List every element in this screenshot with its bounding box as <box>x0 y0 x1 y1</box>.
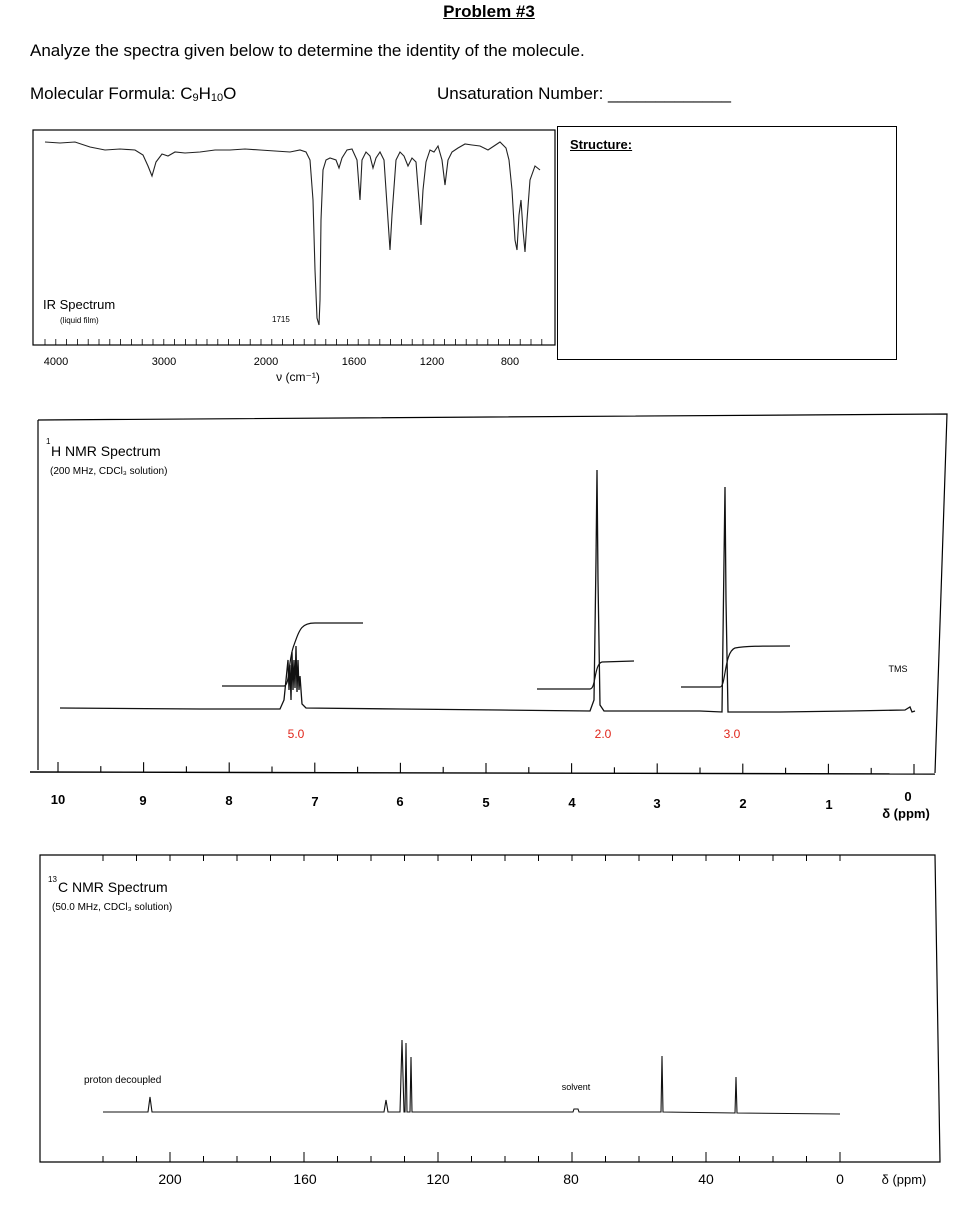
h-nmr-tick-label: 5 <box>482 795 490 810</box>
ir-subtitle: (liquid film) <box>60 316 99 325</box>
c-nmr-frame <box>40 855 940 1162</box>
h-nmr-tick-label: 2 <box>739 796 747 811</box>
h-nmr-tick-label: 0 <box>904 789 912 804</box>
c-nmr-axis-ticks <box>103 1152 840 1162</box>
unsaturation-number: Unsaturation Number: _____________ <box>437 84 731 103</box>
h-nmr-tick-label: 9 <box>139 793 147 808</box>
formula-label: Molecular Formula: <box>30 84 181 103</box>
c-nmr-tick-label: 120 <box>426 1171 450 1187</box>
structure-label: Structure: <box>570 137 633 152</box>
h-nmr-tms-label: TMS <box>888 664 908 674</box>
ir-axis-label: ν (cm⁻¹) <box>276 370 320 384</box>
c-nmr-title: C NMR Spectrum <box>58 879 168 895</box>
formula-c: C <box>180 84 193 103</box>
c-nmr-tick-label: 0 <box>836 1171 844 1187</box>
h-nmr-axis-line <box>30 772 935 774</box>
h-nmr-tick-label: 1 <box>825 797 833 812</box>
formula-h-count: 10 <box>210 92 224 104</box>
h-nmr-integration-label: 3.0 <box>723 727 741 741</box>
ir-title: IR Spectrum <box>43 297 116 312</box>
c-nmr-tick-label: 200 <box>158 1171 182 1187</box>
h-nmr-frame-top <box>38 414 947 773</box>
h-nmr-tick-label: 6 <box>396 794 404 809</box>
h-nmr-title-sup: 1 <box>46 437 51 446</box>
c-nmr-trace <box>103 1040 840 1114</box>
h-nmr-integration-label: 2.0 <box>594 727 612 741</box>
h-nmr-tick-label: 10 <box>50 792 66 807</box>
c-nmr-tick-label: 80 <box>563 1171 579 1187</box>
h-nmr-integration-label: 5.0 <box>287 727 305 741</box>
formula-o: O <box>223 84 237 103</box>
ir-tick-label: 1600 <box>341 356 367 368</box>
h-nmr-integral-ch2 <box>537 661 634 689</box>
ir-tick-label: 4000 <box>43 356 69 368</box>
c-nmr-axis-label: δ (ppm) <box>881 1172 927 1187</box>
c-nmr-spectrum <box>40 855 940 1187</box>
ir-axis-ticks <box>45 339 542 345</box>
h-nmr-subtitle: (200 MHz, CDCl₃ solution) <box>50 466 168 477</box>
ir-peak-label: 1715 <box>272 315 290 324</box>
h-nmr-tick-label: 8 <box>225 793 233 808</box>
h-nmr-spectrum <box>30 414 947 821</box>
h-nmr-title: H NMR Spectrum <box>51 443 161 459</box>
problem-title: Problem #3 <box>443 2 535 21</box>
c-nmr-top-ticks <box>103 855 840 861</box>
c-nmr-tick-label: 160 <box>293 1171 317 1187</box>
ir-trace <box>45 142 540 325</box>
h-nmr-tick-label: 7 <box>311 794 319 809</box>
ir-tick-label: 2000 <box>253 356 279 368</box>
formula-c-count: 9 <box>192 92 199 104</box>
c-nmr-subtitle: (50.0 MHz, CDCl₃ solution) <box>52 902 173 913</box>
h-nmr-axis-label: δ (ppm) <box>882 806 930 821</box>
h-nmr-integral-ch3 <box>681 646 790 687</box>
h-nmr-tick-label: 3 <box>653 796 661 811</box>
formula-h: H <box>198 84 211 103</box>
c-nmr-title-sup: 13 <box>48 875 57 884</box>
h-nmr-tick-label: 4 <box>568 795 576 810</box>
ir-spectrum <box>33 130 555 384</box>
ir-tick-label: 3000 <box>151 356 177 368</box>
c-nmr-solvent-label: solvent <box>561 1082 591 1092</box>
h-nmr-axis-ticks <box>58 762 914 774</box>
instructions: Analyze the spectra given below to determine the identity of the molecule. <box>30 41 585 60</box>
ir-frame <box>33 130 555 345</box>
ir-tick-label: 1200 <box>419 356 445 368</box>
ir-tick-label: 800 <box>500 356 520 368</box>
h-nmr-trace <box>60 470 915 712</box>
c-nmr-tick-label: 40 <box>698 1171 714 1187</box>
c-nmr-decoupled-label: proton decoupled <box>84 1075 162 1086</box>
